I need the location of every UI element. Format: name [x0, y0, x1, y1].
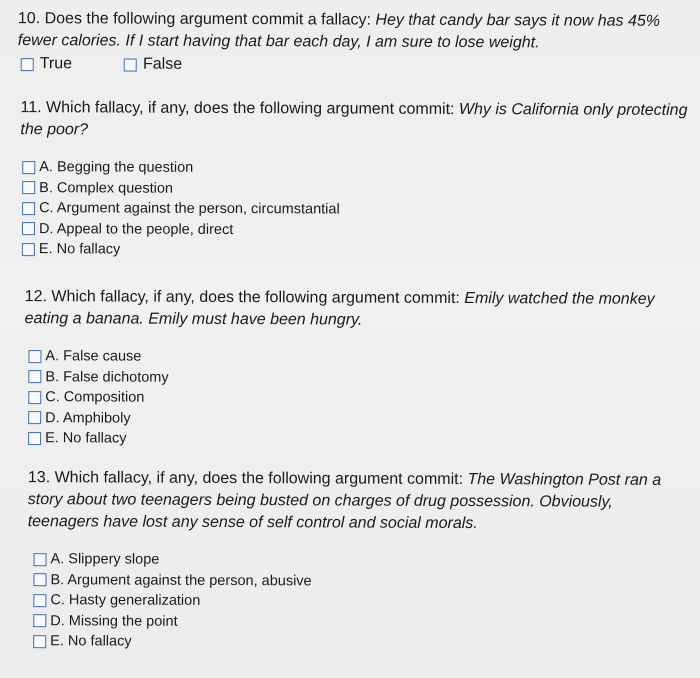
question-12-prompt: 12. Which fallacy, if any, does the following argument commit:	[24, 288, 465, 308]
checkbox-icon[interactable]	[33, 635, 46, 648]
checkbox-icon[interactable]	[33, 614, 46, 627]
checkbox-icon[interactable]	[28, 411, 41, 424]
checkbox-icon[interactable]	[28, 391, 41, 404]
question-12-argument: Emily watched the monkey eating a banana. Emily must have been hungry.	[24, 290, 655, 329]
option-label: D. Appeal to the people, direct	[38, 220, 234, 238]
option-label: True	[39, 55, 73, 73]
option-label: A. False cause	[45, 348, 142, 365]
question-13-prompt: 13. Which fallacy, if any, does the following argument commit:	[27, 469, 468, 489]
checkbox-icon[interactable]	[22, 243, 35, 256]
question-13-options	[33, 549, 677, 654]
checkbox-icon[interactable]	[124, 58, 137, 71]
option-label: C. Argument against the person, circumstantial	[39, 200, 340, 218]
question-13	[27, 467, 678, 654]
option-label: False	[142, 55, 183, 73]
checkbox-icon[interactable]	[28, 370, 41, 383]
checkbox-icon[interactable]	[34, 553, 47, 566]
question-12	[24, 286, 675, 451]
question-11-prompt: 11. Which fallacy, if any, does the following argument commit:	[20, 99, 459, 119]
option-d[interactable]	[22, 219, 698, 242]
option-label: A. Begging the question	[39, 159, 194, 177]
option-label: A. Slippery slope	[50, 551, 160, 568]
option-label: E. No fallacy	[38, 241, 121, 258]
question-11-text	[20, 97, 698, 144]
checkbox-icon[interactable]	[22, 161, 35, 174]
option-e[interactable]	[28, 428, 674, 451]
option-true[interactable]	[21, 53, 72, 75]
checkbox-icon[interactable]	[33, 594, 46, 607]
option-label: C. Composition	[45, 389, 145, 406]
option-label: D. Missing the point	[50, 612, 178, 630]
question-10	[18, 8, 693, 78]
question-12-options	[28, 346, 674, 451]
option-label: B. False dichotomy	[45, 368, 169, 386]
option-label: D. Amphiboly	[45, 409, 131, 427]
question-11-argument: Why is California only protecting the poor?	[20, 101, 688, 139]
checkbox-icon[interactable]	[22, 181, 35, 194]
checkbox-icon[interactable]	[33, 573, 46, 586]
checkbox-icon[interactable]	[28, 350, 41, 363]
true-false-options	[18, 53, 693, 78]
question-10-argument: Hey that candy bar says it now has 45% fewer calories. If I start having that bar each day, I am sure to lose weight.	[17, 11, 661, 52]
option-e[interactable]	[33, 631, 677, 654]
option-e[interactable]	[22, 239, 698, 262]
checkbox-icon[interactable]	[22, 202, 35, 215]
checkbox-icon[interactable]	[28, 432, 41, 445]
question-10-text	[18, 8, 693, 55]
option-label: E. No fallacy	[50, 633, 132, 650]
option-label: E. No fallacy	[45, 430, 127, 447]
option-label: B. Argument against the person, abusive	[50, 571, 312, 590]
option-label: B. Complex question	[39, 179, 174, 197]
option-false[interactable]	[124, 54, 182, 76]
question-11	[20, 97, 699, 262]
question-10-prompt: 10. Does the following argument commit a fallacy:	[17, 10, 376, 29]
option-label: C. Hasty generalization	[50, 592, 201, 610]
question-11-options	[22, 157, 698, 262]
question-13-text	[28, 467, 678, 536]
question-13-argument: The Washington Post ran a story about two teenagers being busted on charges of drug possession. Obviously, teenagers have lost any sense of self control and social morals.	[27, 471, 662, 533]
checkbox-icon[interactable]	[21, 58, 34, 71]
question-12-text	[25, 286, 675, 333]
checkbox-icon[interactable]	[22, 222, 35, 235]
